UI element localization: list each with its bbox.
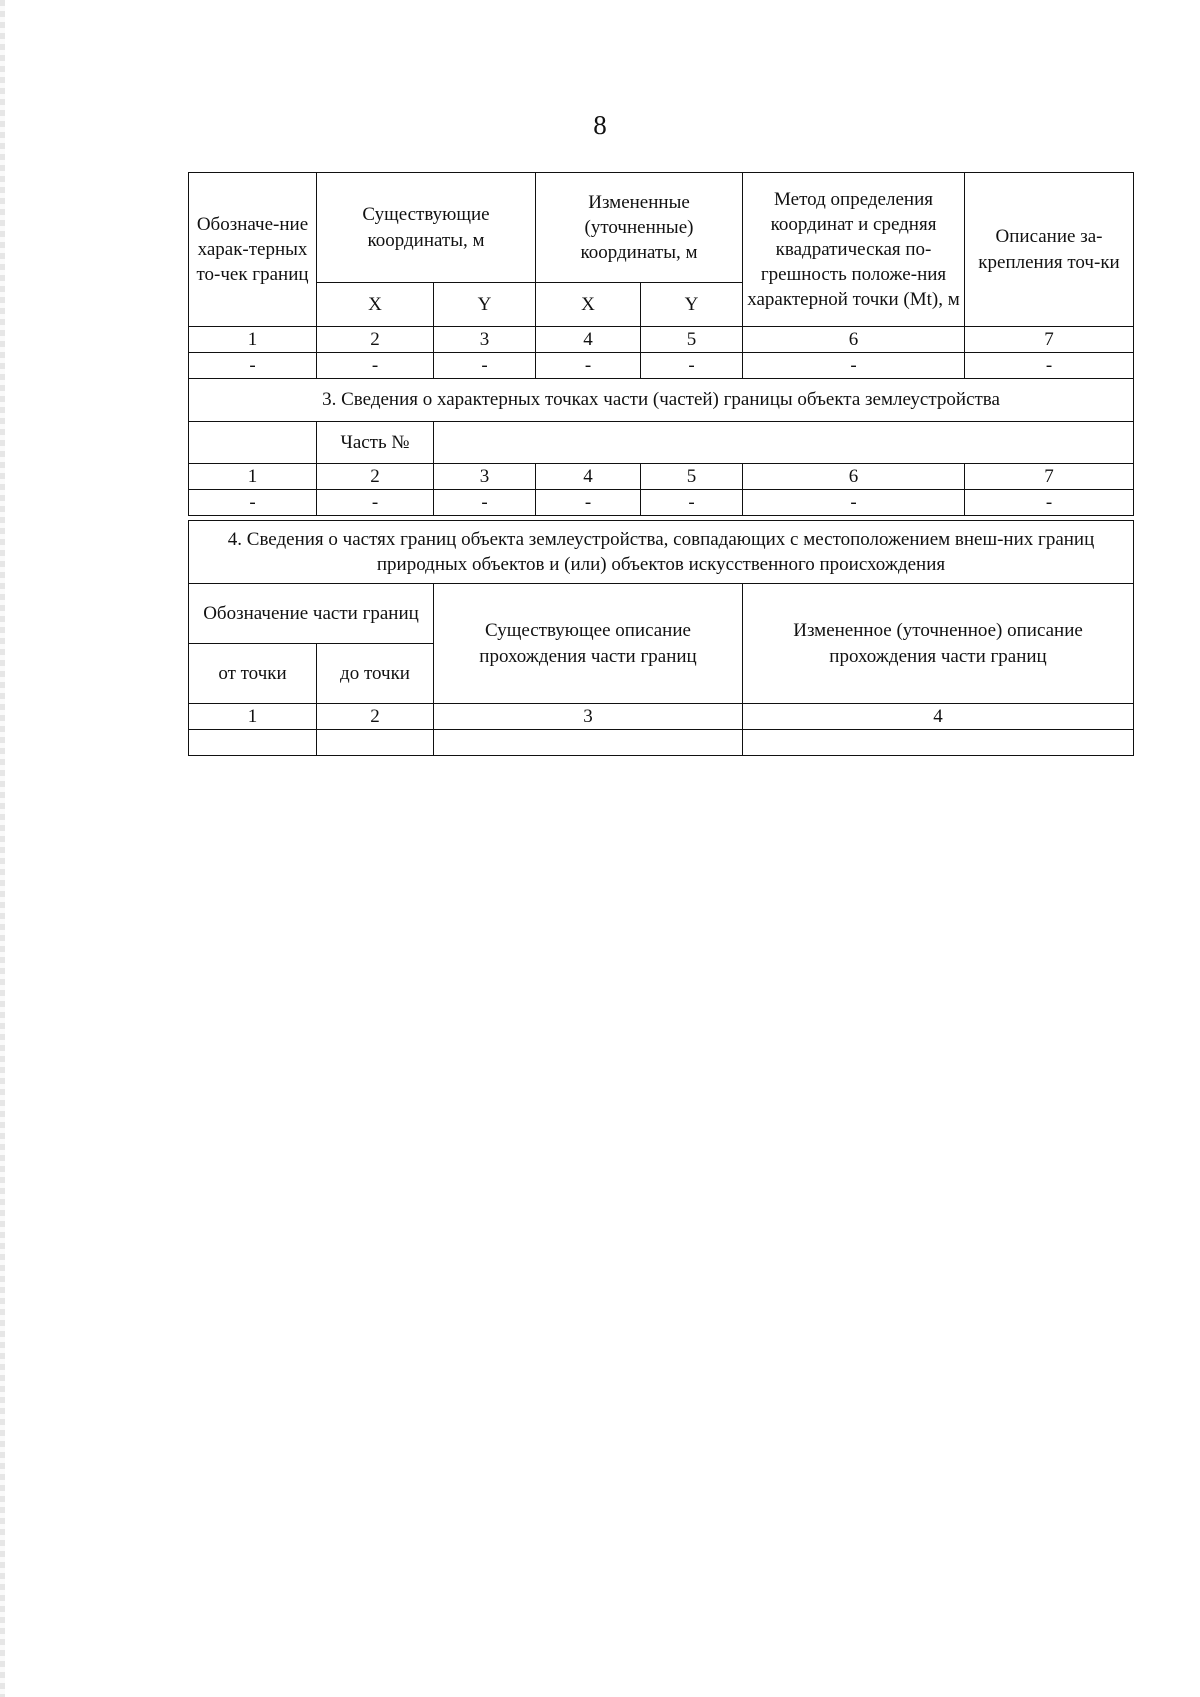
column-number: 3 [434,704,743,730]
column-number: 5 [641,327,743,353]
column-number: 1 [189,464,317,490]
column-number: 7 [965,464,1134,490]
header-fixing-description: Описание за-крепления точ-ки [965,173,1134,327]
column-number: 3 [434,327,536,353]
column-number-row [189,464,1134,490]
data-row [189,730,1134,756]
column-number: 1 [189,704,317,730]
table-cell [743,730,1134,756]
column-number: 5 [641,464,743,490]
column-number-row [189,704,1134,730]
header-point-designation: Обозначе-ние харак-терных то-чек границ [189,173,317,327]
header-from-point: от точки [189,644,317,704]
data-row [189,490,1134,516]
table-cell: - [965,353,1134,379]
column-number: 2 [317,464,434,490]
table-cell: - [317,353,434,379]
table-cell [434,730,743,756]
header-part-designation: Обозначение части границ [189,584,434,644]
boundary-parts-table [188,378,1134,516]
scan-edge [0,0,5,1697]
points-table [188,172,1134,379]
table-cell: - [965,490,1134,516]
table-cell: - [743,353,965,379]
column-number: 1 [189,327,317,353]
part-number-value [434,422,1134,464]
section-3-title: 3. Сведения о характерных точках части (частей) границы объекта землеустройства [189,379,1134,422]
column-number: 4 [536,327,641,353]
natural-boundaries-table [188,520,1134,756]
table-cell [317,730,434,756]
table-cell: - [434,353,536,379]
column-number-row [189,327,1134,353]
table-cell: - [641,490,743,516]
column-number: 7 [965,327,1134,353]
table-cell: - [743,490,965,516]
table-cell: - [641,353,743,379]
data-row [189,353,1134,379]
page-number: 8 [593,110,607,140]
header-changed-description: Измененное (уточненное) описание прохождения части границ [743,584,1134,704]
column-number: 3 [434,464,536,490]
part-number-label: Часть № [317,422,434,464]
header-changed-coordinates: Измененные (уточненные) координаты, м [536,173,743,283]
table-cell: - [434,490,536,516]
section-4-title: 4. Сведения о частях границ объекта землеустройства, совпадающих с местоположением внеш-них границ природных объектов и (или) объектов искусственного происхождения [189,521,1134,584]
header-existing-coordinates: Существующие координаты, м [317,173,536,283]
column-number: 2 [317,704,434,730]
table-cell: - [317,490,434,516]
header-existing-description: Существующее описание прохождения части границ [434,584,743,704]
header-existing-x: X [317,283,434,327]
column-number: 4 [536,464,641,490]
header-method-accuracy: Метод определения координат и средняя квадратическая по-грешность положе-ния характерной точки (Mt), м [743,173,965,327]
header-existing-y: Y [434,283,536,327]
column-number: 6 [743,464,965,490]
table-cell: - [536,353,641,379]
column-number: 2 [317,327,434,353]
header-changed-x: X [536,283,641,327]
table-cell [189,730,317,756]
empty-cell [189,422,317,464]
header-to-point: до точки [317,644,434,704]
table-cell: - [189,490,317,516]
table-cell: - [536,490,641,516]
header-changed-y: Y [641,283,743,327]
column-number: 4 [743,704,1134,730]
column-number: 6 [743,327,965,353]
table-cell: - [189,353,317,379]
